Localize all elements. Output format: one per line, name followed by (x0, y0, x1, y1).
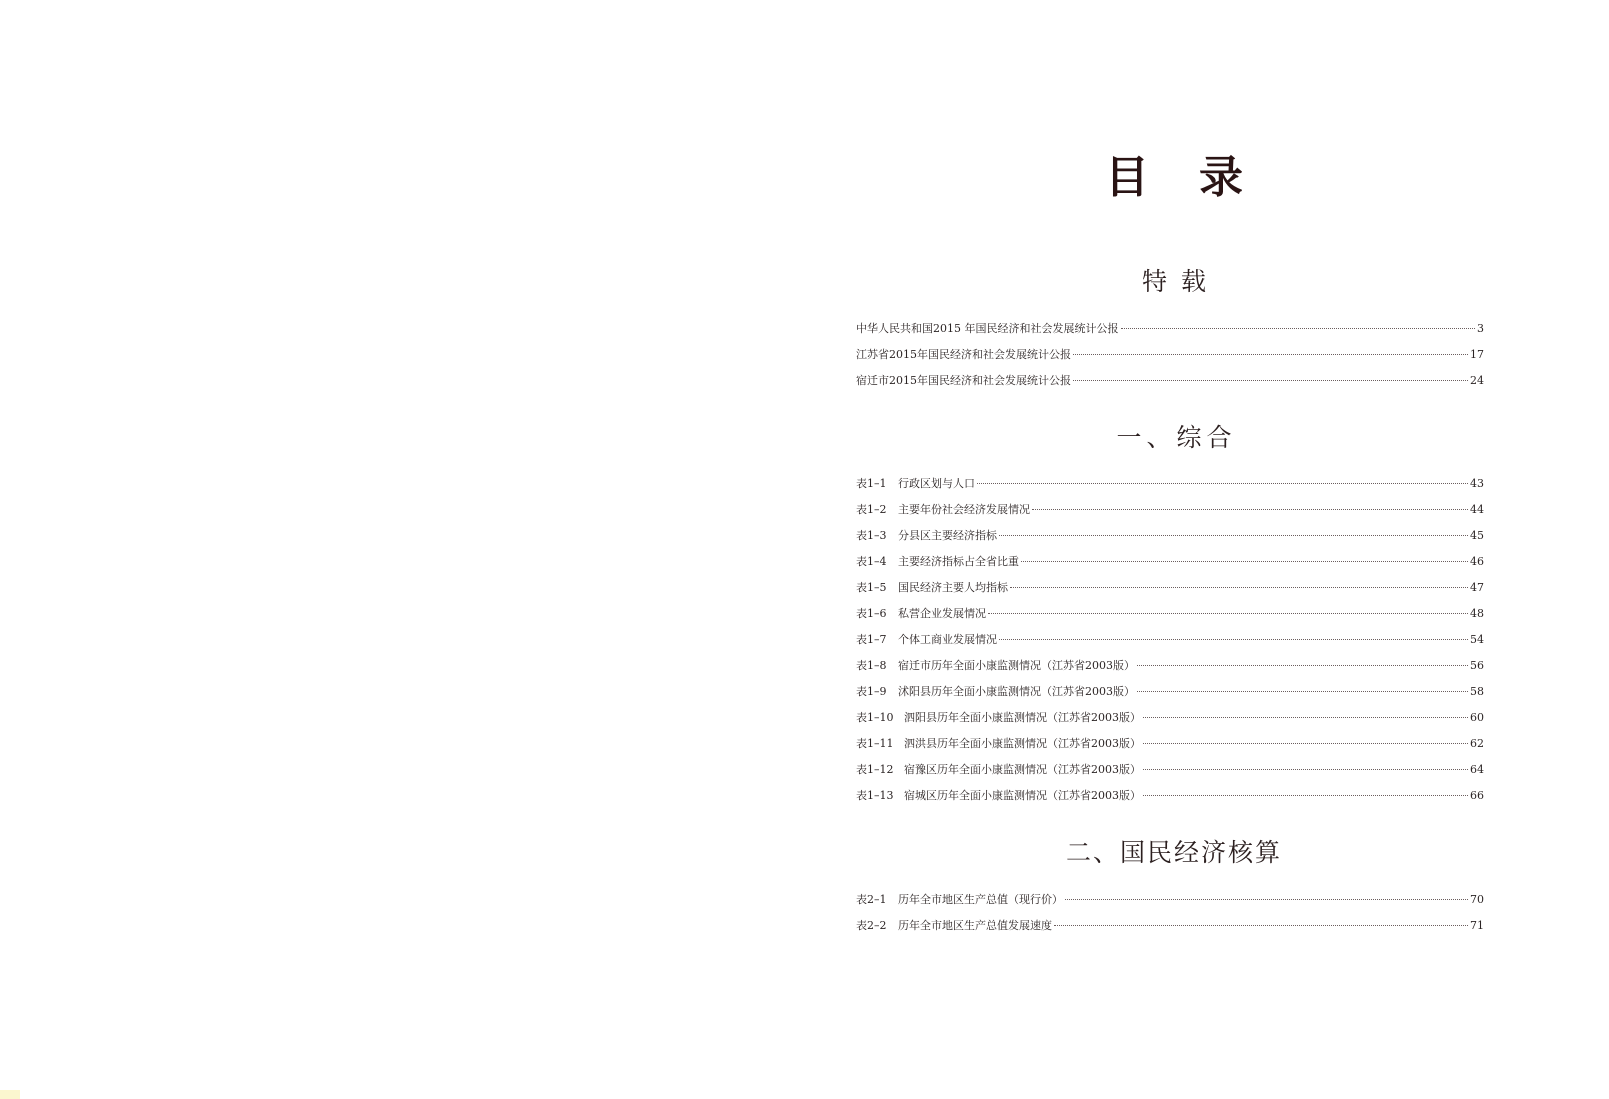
toc-entry-page: 60 (1470, 711, 1484, 724)
toc-entry[interactable] (856, 575, 1484, 601)
toc-entry-page: 43 (1470, 477, 1484, 490)
toc-entry-page: 56 (1470, 659, 1484, 672)
leader-dots (1137, 690, 1468, 692)
toc-entry[interactable] (856, 627, 1484, 653)
section-heading-special: 特载 (1141, 267, 1220, 296)
toc-entry-title: 私营企业发展情况 (898, 607, 986, 620)
toc-entry-title: 泗阳县历年全面小康监测情况（江苏省2003版） (904, 711, 1141, 724)
toc-entry-page: 64 (1470, 763, 1484, 776)
toc-entry-page: 62 (1470, 737, 1484, 750)
toc-entry-title: 国民经济主要人均指标 (898, 581, 1008, 594)
toc-entry-title: 个体工商业发展情况 (898, 633, 997, 646)
toc-entry-code: 表1–5 (856, 581, 887, 594)
toc-entry-page: 70 (1470, 893, 1484, 906)
toc-entry-title: 宿豫区历年全面小康监测情况（江苏省2003版） (904, 763, 1141, 776)
toc-entry-code: 表2–2 (856, 919, 887, 932)
leader-dots (1137, 664, 1468, 666)
toc-entry-page: 71 (1470, 919, 1484, 932)
toc-page (856, 0, 1492, 1099)
toc-entry-page: 48 (1470, 607, 1484, 620)
leader-dots (1010, 586, 1468, 588)
toc-entry-code: 表1–6 (856, 607, 887, 620)
leader-dots (1143, 794, 1468, 796)
toc-entry-title: 中华人民共和国2015 年国民经济和社会发展统计公报 (856, 322, 1119, 335)
toc-entry-page: 3 (1477, 322, 1484, 335)
toc-entry-page: 17 (1470, 348, 1484, 361)
toc-entry-page: 45 (1470, 529, 1484, 542)
toc-entry-code: 表1–9 (856, 685, 887, 698)
toc-entry[interactable] (856, 887, 1484, 913)
toc-entry-code: 表1–13 (856, 789, 894, 802)
toc-entry-code: 表1–1 (856, 477, 887, 490)
leader-dots (999, 638, 1468, 640)
leader-dots (1073, 379, 1468, 381)
toc-entry-page: 47 (1470, 581, 1484, 594)
section-heading-1: 一、综合 (1116, 423, 1237, 452)
page-title: 目录 (1105, 152, 1293, 203)
toc-entry-title: 沭阳县历年全面小康监测情况（江苏省2003版） (898, 685, 1135, 698)
leader-dots (999, 534, 1468, 536)
toc-entry-title: 主要年份社会经济发展情况 (898, 503, 1030, 516)
toc-list-section-1 (856, 471, 1484, 809)
toc-list-section-2 (856, 887, 1484, 939)
toc-entry[interactable] (856, 653, 1484, 679)
toc-entry-code: 表1–2 (856, 503, 887, 516)
toc-entry[interactable] (856, 757, 1484, 783)
toc-entry-title: 历年全市地区生产总值（现行价） (898, 893, 1063, 906)
toc-entry-title: 行政区划与人口 (898, 477, 975, 490)
toc-entry-page: 54 (1470, 633, 1484, 646)
leader-dots (1065, 898, 1468, 900)
toc-entry[interactable] (856, 705, 1484, 731)
leader-dots (988, 612, 1468, 614)
toc-entry[interactable] (856, 731, 1484, 757)
toc-entry[interactable] (856, 471, 1484, 497)
toc-entry-title: 分县区主要经济指标 (898, 529, 997, 542)
toc-entry-title: 宿迁市历年全面小康监测情况（江苏省2003版） (898, 659, 1135, 672)
toc-entry-code: 表1–10 (856, 711, 894, 724)
leader-dots (1054, 924, 1468, 926)
section-heading-2: 二、国民经济核算 (1065, 838, 1282, 867)
toc-list-special (856, 316, 1484, 394)
toc-entry-code: 表1–7 (856, 633, 887, 646)
left-blank-page (0, 0, 800, 1099)
toc-entry[interactable] (856, 679, 1484, 705)
toc-entry-page: 66 (1470, 789, 1484, 802)
toc-entry-title: 泗洪县历年全面小康监测情况（江苏省2003版） (904, 737, 1141, 750)
toc-entry[interactable] (856, 783, 1484, 809)
toc-entry-code: 表1–4 (856, 555, 887, 568)
toc-entry-title: 宿迁市2015年国民经济和社会发展统计公报 (856, 374, 1071, 387)
corner-mark (0, 1090, 20, 1099)
toc-entry[interactable] (856, 549, 1484, 575)
leader-dots (1073, 353, 1468, 355)
toc-entry[interactable] (856, 316, 1484, 342)
leader-dots (1021, 560, 1468, 562)
leader-dots (1143, 716, 1468, 718)
toc-entry[interactable] (856, 497, 1484, 523)
toc-entry[interactable] (856, 601, 1484, 627)
toc-entry-code: 表1–8 (856, 659, 887, 672)
toc-entry[interactable] (856, 342, 1484, 368)
toc-entry-code: 表1–3 (856, 529, 887, 542)
toc-entry-title: 宿城区历年全面小康监测情况（江苏省2003版） (904, 789, 1141, 802)
toc-entry-title: 历年全市地区生产总值发展速度 (898, 919, 1052, 932)
toc-entry[interactable] (856, 913, 1484, 939)
toc-entry[interactable] (856, 368, 1484, 394)
leader-dots (977, 482, 1468, 484)
toc-entry[interactable] (856, 523, 1484, 549)
toc-entry-title: 江苏省2015年国民经济和社会发展统计公报 (856, 348, 1071, 361)
toc-entry-code: 表1–12 (856, 763, 894, 776)
toc-entry-page: 24 (1470, 374, 1484, 387)
leader-dots (1143, 768, 1468, 770)
toc-entry-page: 46 (1470, 555, 1484, 568)
leader-dots (1032, 508, 1468, 510)
toc-entry-code: 表2–1 (856, 893, 887, 906)
toc-entry-title: 主要经济指标占全省比重 (898, 555, 1019, 568)
toc-entry-code: 表1–11 (856, 737, 894, 750)
leader-dots (1143, 742, 1468, 744)
toc-entry-page: 58 (1470, 685, 1484, 698)
leader-dots (1121, 327, 1476, 329)
toc-entry-page: 44 (1470, 503, 1484, 516)
